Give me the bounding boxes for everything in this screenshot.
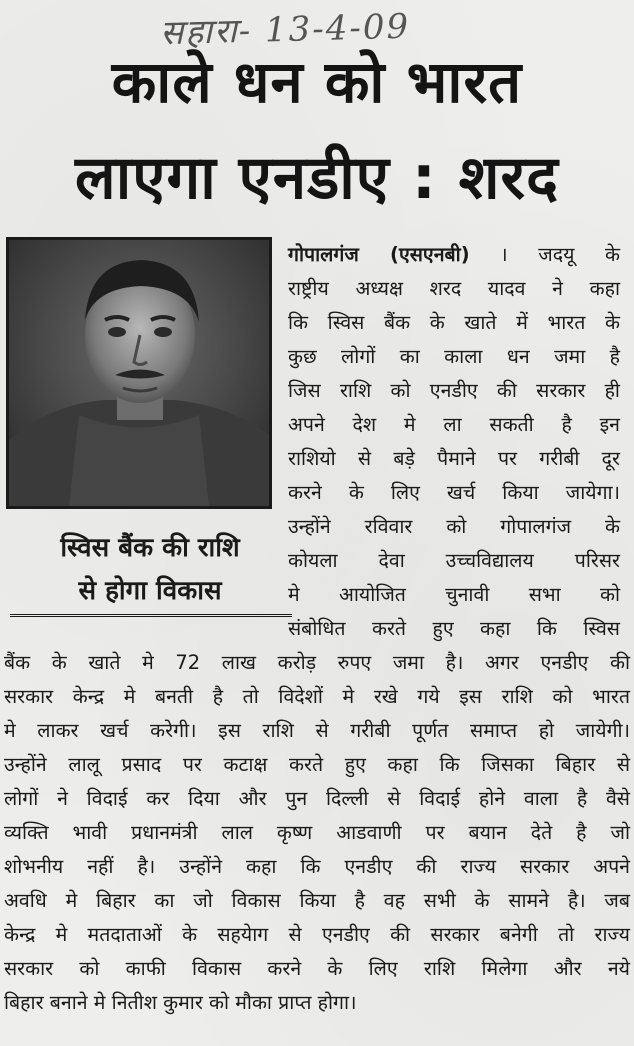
article-dateline: गोपालगंज (एसएनबी): [288, 243, 470, 266]
article-line: कि स्विस बैंक के खाते में भारत के: [288, 311, 620, 334]
article-line: सरकार केन्द्र मे बनती है तो विदेशों मे रखे गये इस राशि को भारत: [4, 685, 630, 708]
photo-caption-line-2: से होगा विकास: [78, 576, 222, 606]
article-line: राष्ट्रीय अध्यक्ष शरद यादव ने कहा: [288, 277, 620, 300]
article-line: बैंक के खाते मे 72 लाख करोड़ रुपए जमा है। अगर एनडीए की: [4, 651, 630, 674]
article-line: मे आयोजित चुनावी सभा को: [288, 583, 620, 606]
article-line: लोगों ने विदाई कर दिया और पुन दिल्ली से विदाई होने वाला है वैसे: [4, 787, 630, 810]
article-line: अवधि मे बिहार का जो विकास किया है वह सभी के सामने है। जब: [4, 889, 630, 912]
portrait-photo-image: [9, 240, 269, 506]
article-line: जिस राशि को एनडीए की सरकार ही: [288, 379, 620, 402]
article-line: व्यक्ति भावी प्रधानमंत्री लाल कृष्ण आडवाणी पर बयान देते है जो: [4, 821, 630, 844]
handwritten-note: सहारा- 13-4-09: [159, 6, 411, 54]
article-line: शोभनीय नहीं है। उन्होंने कहा कि एनडीए की राज्य सरकार अपने: [4, 855, 630, 878]
article-line: बिहार बनाने मे नितीश कुमार को मौका प्राप्त होगा।: [4, 991, 357, 1014]
article-line: गोपालगंज (एसएनबी) । जदयू के: [288, 243, 620, 266]
article-line: राशियो से बड़े पैमाने पर गरीबी दूर: [288, 447, 620, 470]
headline-line-2: लाएगा एनडीए : शरद: [75, 143, 559, 213]
article-line: मे लाकर खर्च करेगी। इस राशि से गरीबी पूर्णत समाप्त हो जायेगी।: [4, 719, 630, 742]
portrait-photo: [6, 237, 272, 509]
article-line: कुछ लोगों का काला धन जमा है: [288, 345, 620, 368]
article-line: उन्होंने रविवार को गोपालगंज के: [288, 515, 620, 538]
article-line: कोयला देवा उच्चविद्यालय परिसर: [288, 549, 620, 572]
article-line: उन्होंने लालू प्रसाद पर कटाक्ष करते हुए कहा कि जिसका बिहार से: [4, 753, 630, 776]
article-line: केन्द्र मे मतदाताओं के सहयेाग से एनडीए की सरकार बनेगी तो राज्य: [4, 923, 630, 946]
article-line: करने के लिए खर्च किया जायेगा।: [288, 481, 620, 504]
headline-line-1: काले धन को भारत: [111, 48, 523, 116]
photo-caption-line-1: स्विस बैंक की राशि: [60, 533, 240, 563]
article-line: संबोधित करते हुए कहा कि स्विस: [288, 617, 620, 640]
article-line: अपने देश मे ला सकती है इन: [288, 413, 620, 436]
article-line: सरकार को काफी विकास करने के लिए राशि मिलेगा और नये: [4, 957, 630, 980]
caption-divider: [10, 614, 292, 617]
